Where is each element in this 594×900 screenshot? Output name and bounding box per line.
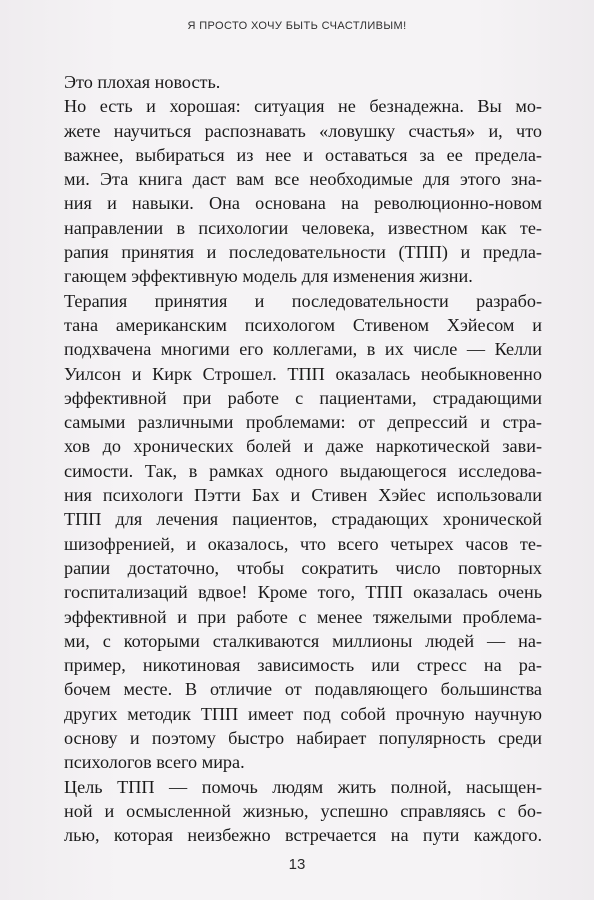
text-line: основу и поэтому быстро набирает популярность среди [64,728,542,749]
text-line: пример, никотиновая зависимость или стресс на ра- [64,655,542,676]
text-line: симости. Так, в рамках одного выдающегося исследова- [64,460,542,481]
text-line: Терапия принятия и последовательности разрабо- [64,290,542,311]
text-line: подхвачена многими его коллегами, в их числе — Келли [64,339,542,360]
text-line: ния и навыки. Она основана на революционно-новом [64,193,542,214]
text-line: лью, которая неизбежно встречается на пути каждого. [64,825,542,846]
text-line: психологов всего мира. [64,752,245,773]
text-line: рапия принятия и последовательности (ТПП) и предла- [64,242,542,263]
text-line: бочем месте. В отличие от подавляющего большинства [64,679,542,700]
text-line: хов до хронических болей и даже наркотической зави- [64,436,542,457]
running-head: Я ПРОСТО ХОЧУ БЫТЬ СЧАСТЛИВЫМ! [187,20,407,32]
text-line: жете научиться распознавать «ловушку счастья» и, что [64,120,542,141]
text-line: шизофренией, и оказалось, что всего четырех часов те- [64,533,542,554]
text-line: ния психологи Пэтти Бах и Стивен Хэйес использовали [64,485,542,506]
text-line: ми. Эта книга даст вам все необходимые для этого зна- [64,169,542,190]
text-line: Уилсон и Кирк Строшел. ТПП оказалась необыкновенно [64,363,542,384]
text-line: Но есть и хорошая: ситуация не безнадежна. Вы мо- [64,96,542,117]
text-line: гающем эффективную модель для изменения жизни. [64,266,473,287]
text-line: Цель ТПП — помочь людям жить полной, насыщен- [64,776,542,797]
text-line: тана американским психологом Стивеном Хэйесом и [64,314,542,335]
text-line: самыми различными проблемами: от депрессий и стра- [64,412,542,433]
text-line: ной и осмысленной жизнью, успешно справляясь с бо- [64,800,542,821]
page-number: 13 [288,856,306,873]
text-line: рапии достаточно, чтобы сократить число повторных [64,557,542,578]
text-line: ми, с которыми сталкиваются миллионы людей — на- [64,630,542,651]
body-text [64,70,542,848]
text-line: Это плохая новость. [64,72,221,92]
text-line: направлении в психологии человека, известном как те- [64,217,542,238]
text-line: госпитализаций вдвое! Кроме того, ТПП оказалась очень [64,582,542,603]
text-line: других методик ТПП имеет под собой прочную научную [64,703,542,724]
text-line: эффективной и при работе с менее тяжелыми проблема- [64,606,542,627]
text-line: эффективной при работе с пациентами, страдающими [64,387,542,408]
text-line: ТПП для лечения пациентов, страдающих хронической [64,509,542,530]
text-line: важнее, выбираться из нее и оставаться за ее предела- [64,144,542,165]
